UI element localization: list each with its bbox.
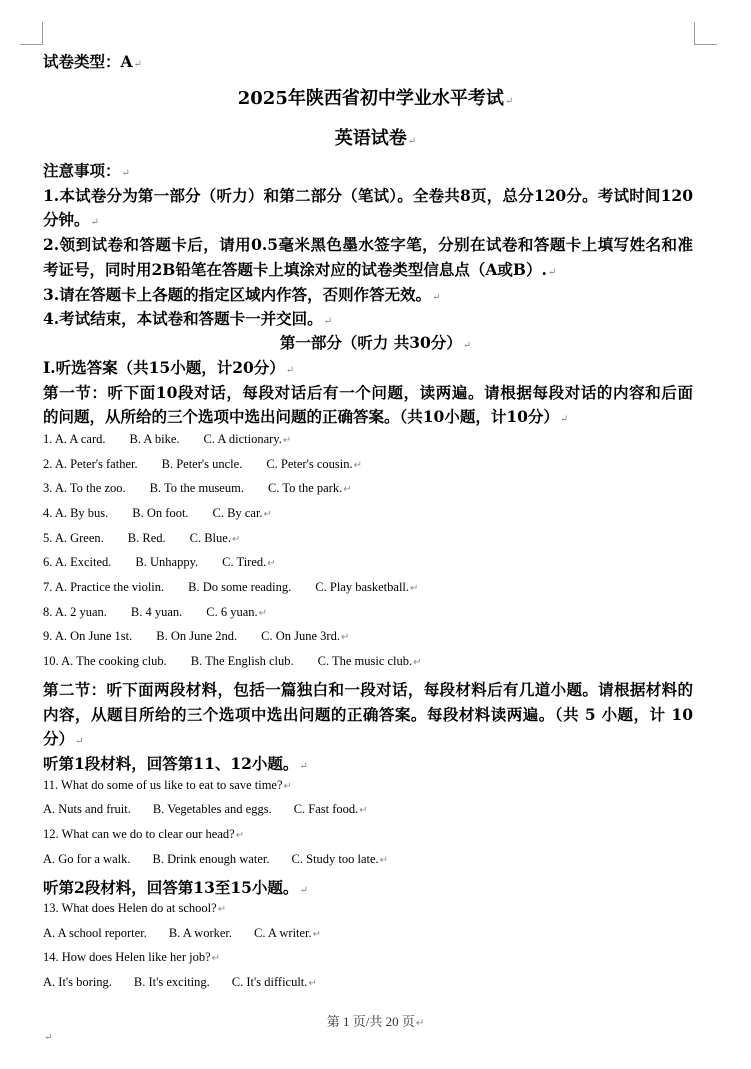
material-1-heading: 听第1段材料，回答第11、12小题。↵	[43, 754, 308, 773]
section2-instruction-line-3: 分）↵	[43, 729, 84, 748]
paper-type: 试卷类型：A↵	[43, 52, 142, 71]
question-6: 6. A. Excited. B. Unhappy. C. Tired.↵	[43, 555, 276, 569]
material-2-heading: 听第2段材料，回答第13至15小题。↵	[43, 878, 308, 897]
notice-item-4: 4.考试结束，本试卷和答题卡一并交回。↵	[43, 309, 333, 328]
question-4: 4. A. By bus. B. On foot. C. By car.↵	[43, 506, 272, 520]
question-3: 3. A. To the zoo. B. To the museum. C. To the park.↵	[43, 481, 352, 495]
section2-instruction-line-1: 第二节：听下面两段材料，包括一篇独白和一段对话，每段材料后有几道小题。请根据材料的	[43, 680, 693, 699]
notice-item-2-line-1: 2.领到试卷和答题卡后，请用0.5毫米黑色墨水签字笔，分别在试卷和答题卡上填写姓名和准	[43, 235, 693, 254]
notice-item-3: 3.请在答题卡上各题的指定区域内作答，否则作答无效。↵	[43, 285, 441, 304]
page-corner-mark-left	[20, 22, 43, 45]
section-i-heading: Ⅰ.听选答案（共15小题，计20分）↵	[43, 358, 295, 377]
question-11-text: 11. What do some of us like to eat to save time?↵	[43, 778, 292, 792]
section1-instruction-line-1: 第一节：听下面10段对话，每段对话后有一个问题，读两遍。请根据每段对话的内容和后面	[43, 383, 693, 402]
page-footer: 第 1 页/共 20 页↵	[326, 1014, 425, 1029]
notice-heading: 注意事项：↵	[43, 161, 130, 180]
page-corner-mark-right	[694, 22, 717, 45]
question-10: 10. A. The cooking club. B. The English club. C. The music club.↵	[43, 654, 422, 668]
question-13-text: 13. What does Helen do at school?↵	[43, 901, 227, 915]
section2-instruction-line-2: 内容，从题目所给的三个选项中选出问题的正确答案。每段材料读两遍。（共 5 小题，计 10	[43, 705, 693, 724]
question-14-options: A. It's boring. B. It's exciting. C. It's difficult.↵	[43, 975, 317, 989]
question-8: 8. A. 2 yuan. B. 4 yuan. C. 6 yuan.↵	[43, 605, 268, 619]
subject-title: 英语试卷↵	[334, 128, 417, 149]
question-1: 1. A. A card. B. A bike. C. A dictionary.↵	[43, 432, 292, 446]
question-7: 7. A. Practice the violin. B. Do some reading. C. Play basketball.↵	[43, 580, 419, 594]
question-12-text: 12. What can we do to clear our head?↵	[43, 827, 245, 841]
notice-item-1-line-2: 分钟。↵	[43, 210, 99, 229]
question-11-options: A. Nuts and fruit. B. Vegetables and eggs. C. Fast food.↵	[43, 802, 368, 816]
question-12-options: A. Go for a walk. B. Drink enough water. C. Study too late.↵	[43, 852, 389, 866]
part1-title: 第一部分（听力 共30分）↵	[279, 333, 472, 352]
paragraph-mark: ↵	[44, 1032, 53, 1043]
exam-title: 2025年陕西省初中学业水平考试↵	[237, 88, 514, 109]
question-2: 2. A. Peter's father. B. Peter's uncle. C. Peter's cousin.↵	[43, 457, 362, 471]
question-14-text: 14. How does Helen like her job?↵	[43, 950, 221, 964]
section1-instruction-line-2: 的问题，从所给的三个选项中选出问题的正确答案。（共10小题，计10分）↵	[43, 407, 569, 426]
question-13-options: A. A school reporter. B. A worker. C. A writer.↵	[43, 926, 322, 940]
question-5: 5. A. Green. B. Red. C. Blue.↵	[43, 531, 241, 545]
question-9: 9. A. On June 1st. B. On June 2nd. C. On June 3rd.↵	[43, 629, 350, 643]
notice-item-1-line-1: 1.本试卷分为第一部分（听力）和第二部分（笔试）。全卷共8页，总分120分。考试时间120	[43, 186, 693, 205]
notice-item-2-line-2: 考证号，同时用2B铅笔在答题卡上填涂对应的试卷类型信息点（A或B）.↵	[43, 260, 557, 279]
